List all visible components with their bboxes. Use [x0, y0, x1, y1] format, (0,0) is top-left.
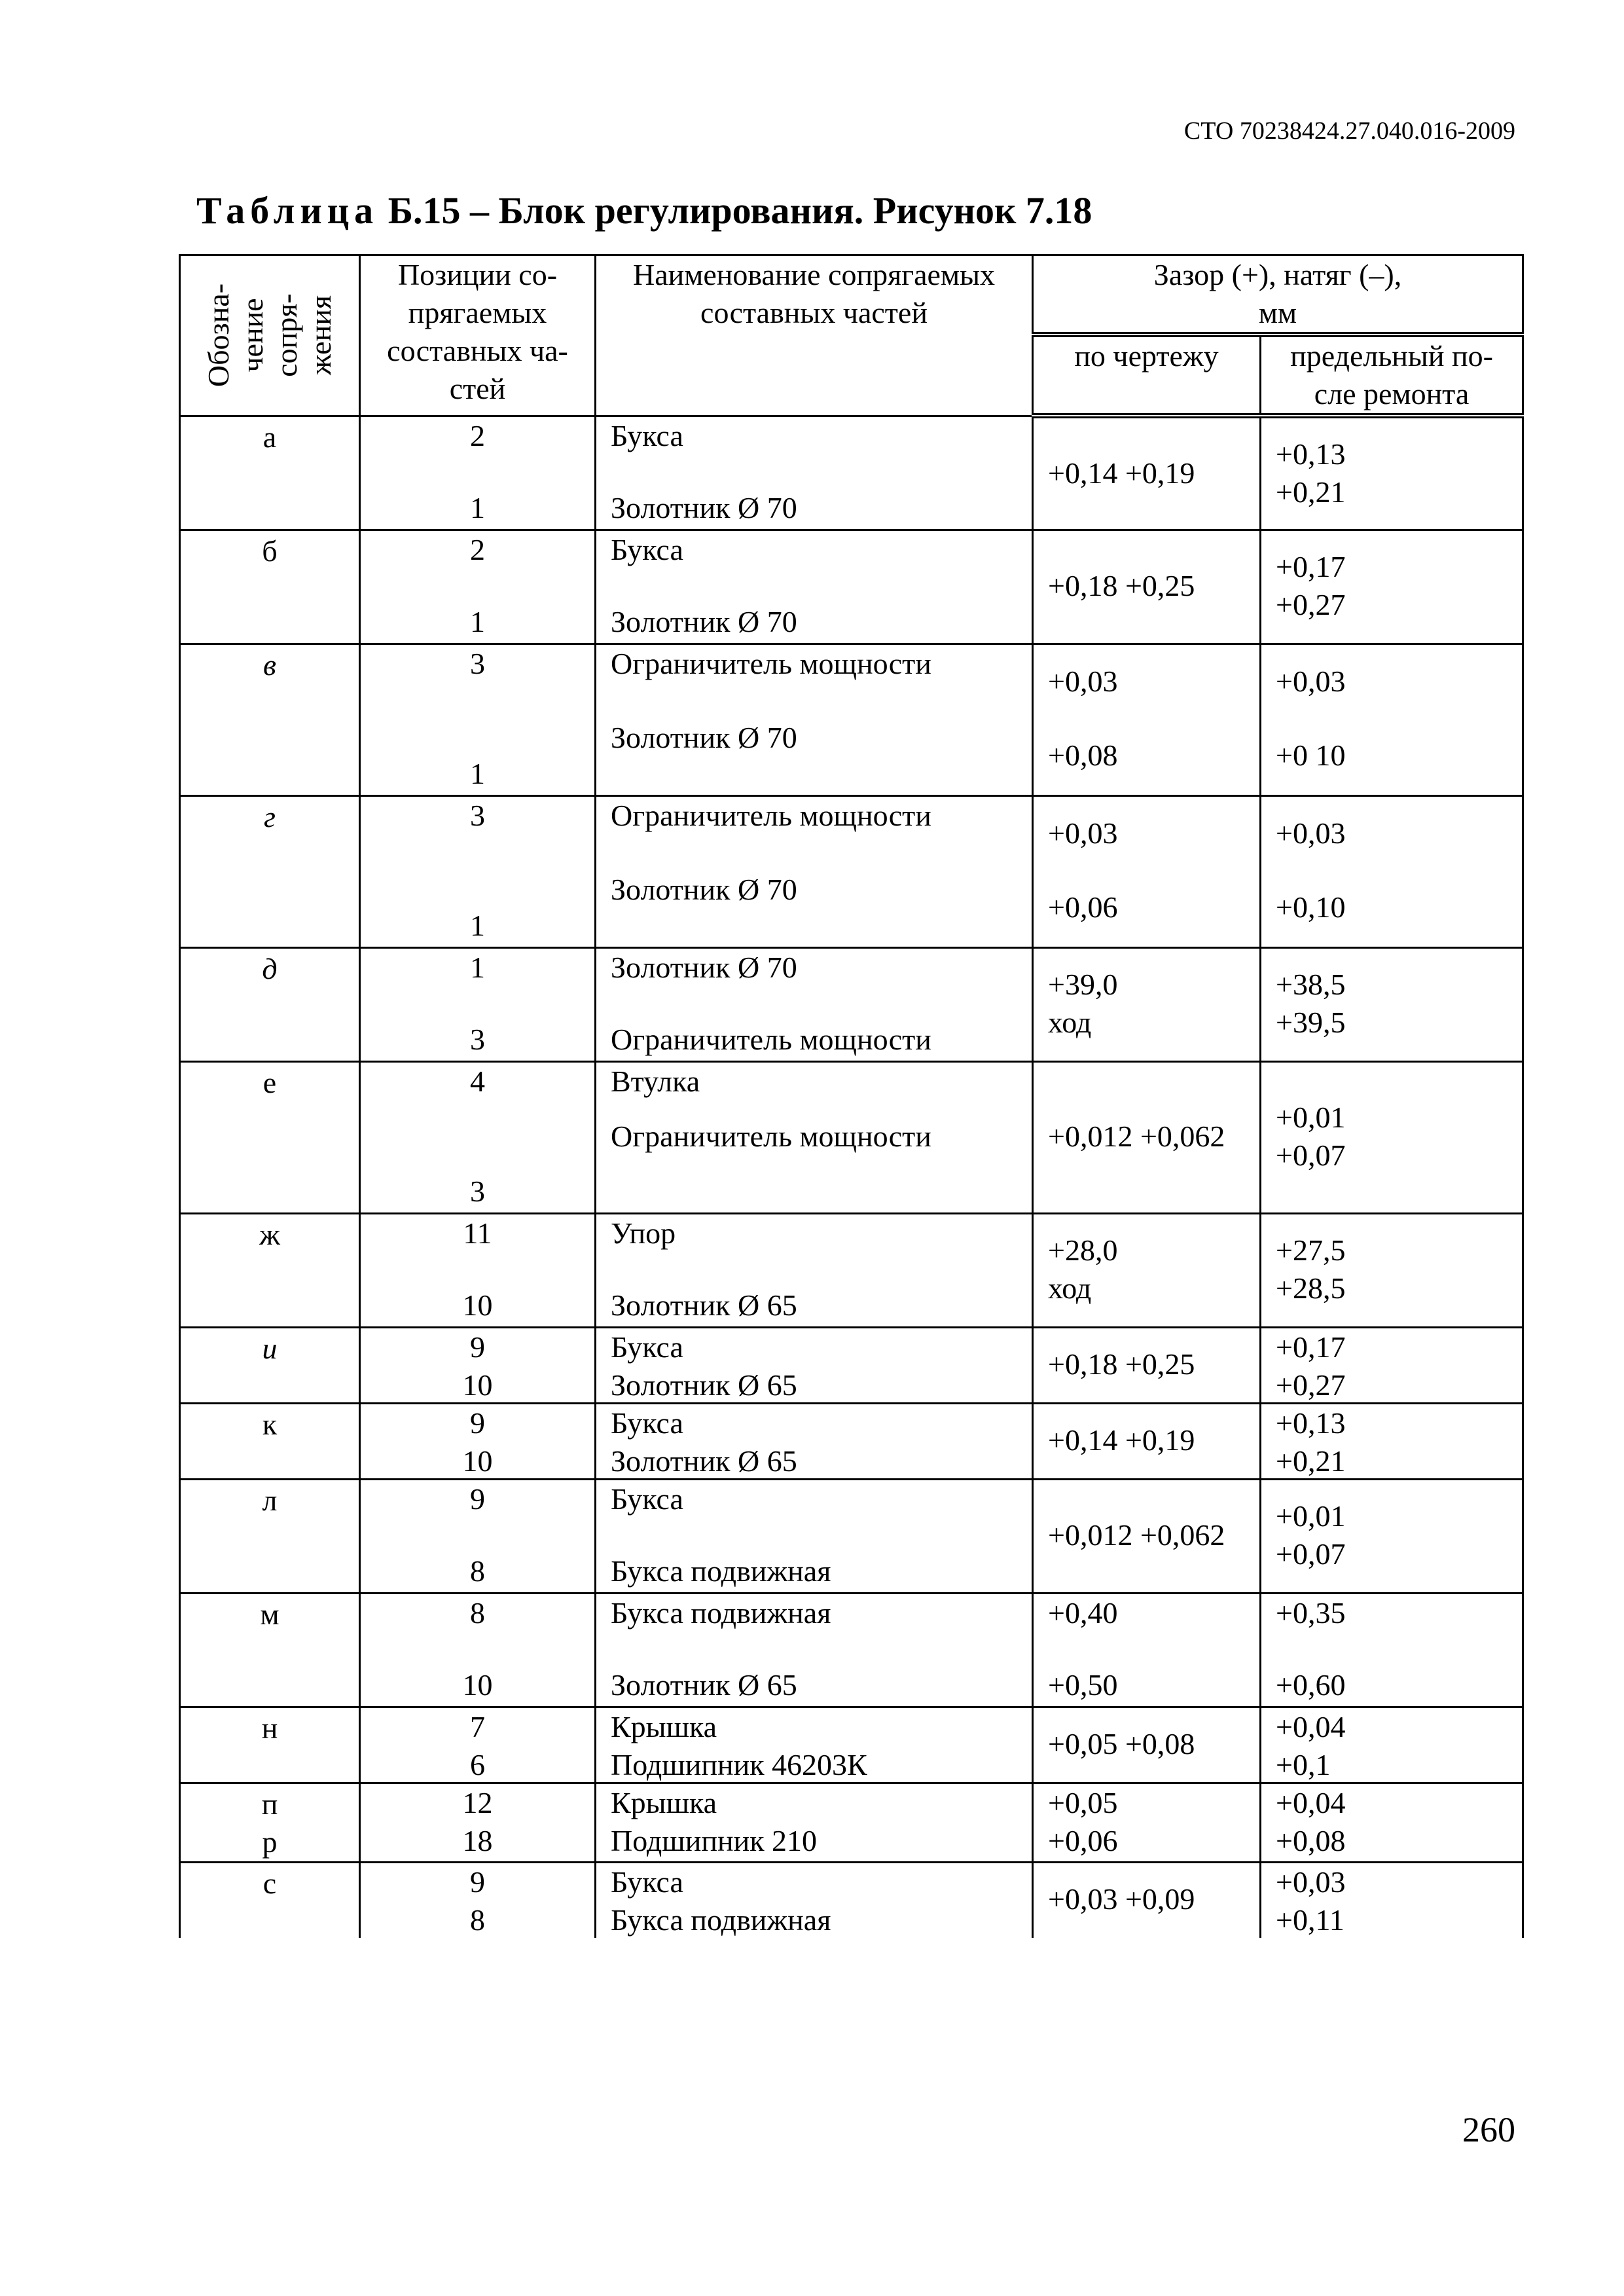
- cell-by-drawing: [1033, 1327, 1261, 1403]
- cell-by-drawing: [1033, 530, 1261, 644]
- table-row: [180, 795, 1523, 947]
- part-name-2: Ограничитель мощности: [611, 1022, 931, 1056]
- position-1: 2: [470, 418, 485, 452]
- cell-designation: [180, 644, 360, 795]
- position-2: 10: [462, 1368, 493, 1402]
- cell-names: [596, 1327, 1033, 1403]
- part-name-2: Золотник Ø 65: [611, 1444, 797, 1478]
- position-1: 9: [470, 1406, 485, 1440]
- designation-text: к: [262, 1407, 278, 1441]
- cell-positions: [360, 947, 596, 1061]
- drawing-value-2: +0,06: [1048, 890, 1118, 924]
- limit-value-2: +0,27: [1276, 1368, 1346, 1402]
- position-2: 3: [470, 1174, 485, 1208]
- position-2: 1: [470, 908, 485, 942]
- table-row: [180, 1707, 1523, 1783]
- table-row: [180, 1403, 1523, 1479]
- limit-value-1: +0,03: [1276, 816, 1346, 850]
- designation-text: в: [263, 647, 276, 682]
- table-row: [180, 1593, 1523, 1707]
- limit-value-1: +0,17: [1276, 1330, 1346, 1364]
- position-1: 1: [470, 950, 485, 984]
- part-name-2: Букса подвижная: [611, 1554, 831, 1588]
- table-row: [180, 530, 1523, 644]
- position-1: 3: [470, 646, 485, 680]
- cell-by-drawing: [1033, 1862, 1261, 1938]
- cell-positions: [360, 644, 596, 795]
- document-code: СТО 70238424.27.040.016-2009: [1183, 117, 1515, 145]
- table-row: [180, 1327, 1523, 1403]
- position-2: 18: [462, 1823, 493, 1857]
- limit-value-1: +0,04: [1276, 1709, 1346, 1743]
- position-1: 8: [470, 1595, 485, 1630]
- cell-by-drawing: [1033, 1213, 1261, 1327]
- cell-designation: [180, 1479, 360, 1593]
- cell-by-drawing: [1033, 1593, 1261, 1707]
- cell-limit: [1261, 1783, 1523, 1862]
- designation-text: е: [262, 1065, 277, 1099]
- drawing-value-2: +0,50: [1048, 1667, 1118, 1702]
- cell-by-drawing: [1033, 1403, 1261, 1479]
- limit-value-1: +0,17: [1276, 549, 1346, 583]
- part-name-2: Ограничитель мощности: [611, 1119, 931, 1153]
- header-by-drawing: по чертежу: [1033, 335, 1261, 416]
- part-name-1: Букса: [611, 418, 683, 452]
- cell-by-drawing: [1033, 1707, 1261, 1783]
- drawing-value-1: +0,03: [1048, 665, 1118, 698]
- part-name-1: Ограничитель мощности: [611, 798, 931, 832]
- cell-by-drawing: [1033, 947, 1261, 1061]
- table-row: [180, 1061, 1523, 1213]
- cell-positions: [360, 795, 596, 947]
- part-name-1: Букса: [611, 1482, 683, 1516]
- part-name-2: Подшипник 210: [611, 1823, 818, 1857]
- spec-table: [179, 254, 1524, 1938]
- position-1: 12: [462, 1785, 493, 1819]
- table-row: [180, 416, 1523, 530]
- table-body: [180, 416, 1523, 1938]
- part-name-1: Букса: [611, 532, 683, 566]
- cell-names: [596, 1862, 1033, 1938]
- drawing-value-2: +0,08: [1048, 738, 1118, 772]
- cell-designation: [180, 1707, 360, 1783]
- cell-by-drawing: [1033, 795, 1261, 947]
- cell-designation: [180, 795, 360, 947]
- limit-value-1: +0,01: [1276, 1499, 1346, 1533]
- caption-text: Б.15 – Блок регулирования. Рисунок 7.18: [388, 189, 1092, 232]
- drawing-value-1: +39,0: [1048, 967, 1118, 1001]
- position-2: 1: [470, 604, 485, 638]
- cell-limit: [1261, 1862, 1523, 1938]
- part-name-2: Золотник Ø 70: [611, 720, 797, 754]
- cell-designation: [180, 1862, 360, 1938]
- cell-names: [596, 1403, 1033, 1479]
- position-1: 9: [470, 1865, 485, 1899]
- cell-names: [596, 530, 1033, 644]
- designation-text: п р: [261, 1787, 278, 1859]
- position-2: 6: [470, 1747, 485, 1781]
- caption-prefix: Таблица: [196, 189, 379, 232]
- designation-text: д: [262, 951, 278, 985]
- cell-positions: [360, 1593, 596, 1707]
- designation-text: ж: [259, 1217, 280, 1251]
- table-row: [180, 644, 1523, 795]
- limit-value-2: +0,11: [1276, 1903, 1344, 1937]
- designation-text: и: [262, 1331, 278, 1365]
- limit-value-2: +0,60: [1276, 1667, 1346, 1702]
- designation-text: м: [260, 1597, 280, 1631]
- limit-value-1: +0,13: [1276, 1406, 1346, 1440]
- part-name-2: Букса подвижная: [611, 1903, 831, 1937]
- limit-value-1: +38,5: [1276, 967, 1346, 1001]
- part-name-2: Золотник Ø 65: [611, 1288, 797, 1322]
- drawing-value-1: +0,05: [1048, 1785, 1118, 1819]
- designation-text: б: [262, 534, 278, 568]
- cell-by-drawing: [1033, 644, 1261, 795]
- drawing-value: +0,012 +0,062: [1048, 1518, 1225, 1552]
- page-number: 260: [1462, 2110, 1515, 2149]
- cell-designation: [180, 530, 360, 644]
- position-1: 9: [470, 1482, 485, 1516]
- part-name-1: Крышка: [611, 1709, 717, 1743]
- part-name-2: Подшипник 46203К: [611, 1747, 867, 1781]
- limit-value-1: +0,03: [1276, 665, 1346, 698]
- cell-names: [596, 1593, 1033, 1707]
- cell-limit: [1261, 1061, 1523, 1213]
- cell-by-drawing: [1033, 1061, 1261, 1213]
- cell-positions: [360, 1403, 596, 1479]
- part-name-2: Золотник Ø 65: [611, 1368, 797, 1402]
- drawing-value: +0,14 +0,19: [1048, 1423, 1195, 1457]
- cell-by-drawing: [1033, 1479, 1261, 1593]
- cell-names: [596, 1479, 1033, 1593]
- position-1: 11: [463, 1216, 492, 1250]
- limit-value-2: +0,1: [1276, 1747, 1331, 1781]
- position-2: 10: [462, 1667, 493, 1702]
- cell-positions: [360, 1327, 596, 1403]
- header-positions: Позиции со- прягаемых составных ча- стей: [360, 255, 596, 416]
- header-designation: [180, 255, 360, 416]
- cell-designation: [180, 1783, 360, 1862]
- table-row: [180, 1862, 1523, 1938]
- drawing-value: +0,14 +0,19: [1048, 456, 1195, 490]
- table-caption: [196, 189, 1092, 232]
- cell-limit: [1261, 1213, 1523, 1327]
- cell-positions: [360, 1479, 596, 1593]
- position-1: 3: [470, 798, 485, 832]
- cell-limit: [1261, 530, 1523, 644]
- position-2: 8: [470, 1903, 485, 1937]
- designation-text: а: [262, 420, 277, 454]
- cell-positions: [360, 1707, 596, 1783]
- cell-by-drawing: [1033, 416, 1261, 530]
- position-1: 9: [470, 1330, 485, 1364]
- part-name-2: Золотник Ø 70: [611, 490, 797, 524]
- table-row: [180, 947, 1523, 1061]
- cell-names: [596, 795, 1033, 947]
- limit-value-2: +39,5: [1276, 1005, 1346, 1039]
- part-name-1: Букса: [611, 1865, 683, 1899]
- drawing-value: +0,18 +0,25: [1048, 1347, 1195, 1381]
- limit-value-2: +0,08: [1276, 1823, 1346, 1857]
- cell-designation: [180, 1593, 360, 1707]
- part-name-2: Золотник Ø 70: [611, 604, 797, 638]
- cell-positions: [360, 1862, 596, 1938]
- cell-designation: [180, 416, 360, 530]
- position-1: 4: [470, 1064, 485, 1098]
- limit-value-1: +0,35: [1276, 1595, 1346, 1630]
- designation-text: л: [262, 1483, 278, 1517]
- table-row: [180, 1213, 1523, 1327]
- cell-positions: [360, 1783, 596, 1862]
- cell-limit: [1261, 416, 1523, 530]
- position-2: 8: [470, 1554, 485, 1588]
- drawing-value-1: +28,0: [1048, 1233, 1118, 1267]
- cell-limit: [1261, 1593, 1523, 1707]
- header-names: Наименование сопрягаемых составных частей: [596, 255, 1033, 416]
- drawing-value-2: ход: [1048, 1271, 1092, 1305]
- part-name-1: Ограничитель мощности: [611, 646, 931, 680]
- part-name-1: Втулка: [611, 1064, 700, 1098]
- part-name-1: Букса: [611, 1330, 683, 1364]
- cell-limit: [1261, 1479, 1523, 1593]
- cell-designation: [180, 1061, 360, 1213]
- limit-value-2: +28,5: [1276, 1271, 1346, 1305]
- limit-value-1: +0,01: [1276, 1100, 1346, 1134]
- position-2: 10: [462, 1444, 493, 1478]
- part-name-1: Букса подвижная: [611, 1595, 831, 1630]
- cell-limit: [1261, 947, 1523, 1061]
- limit-value-1: +0,03: [1276, 1865, 1346, 1899]
- cell-positions: [360, 1061, 596, 1213]
- limit-value-2: +0,07: [1276, 1138, 1346, 1172]
- cell-names: [596, 947, 1033, 1061]
- part-name-1: Букса: [611, 1406, 683, 1440]
- part-name-2: Золотник Ø 65: [611, 1667, 797, 1702]
- designation-text: г: [264, 799, 276, 833]
- cell-positions: [360, 416, 596, 530]
- position-2: 1: [470, 756, 485, 790]
- header-designation-text: Обозна- чение сопря- жения: [202, 283, 337, 388]
- limit-value-2: +0,07: [1276, 1537, 1346, 1571]
- limit-value-1: +27,5: [1276, 1233, 1346, 1267]
- cell-limit: [1261, 795, 1523, 947]
- position-1: 7: [470, 1709, 485, 1743]
- position-2: 10: [462, 1288, 493, 1322]
- cell-names: [596, 1783, 1033, 1862]
- cell-positions: [360, 530, 596, 644]
- table-row: [180, 1783, 1523, 1862]
- cell-limit: [1261, 1707, 1523, 1783]
- cell-designation: [180, 1403, 360, 1479]
- position-2: 3: [470, 1022, 485, 1056]
- table-row: [180, 1479, 1523, 1593]
- designation-text: н: [261, 1711, 278, 1745]
- cell-designation: [180, 1213, 360, 1327]
- part-name-2: Золотник Ø 70: [611, 872, 797, 906]
- drawing-value: +0,012 +0,062: [1048, 1119, 1225, 1153]
- header-limit-after-repair: предельный по- сле ремонта: [1261, 335, 1523, 416]
- limit-value-2: +0,10: [1276, 890, 1346, 924]
- cell-limit: [1261, 1403, 1523, 1479]
- drawing-value-2: ход: [1048, 1005, 1092, 1039]
- cell-names: [596, 1061, 1033, 1213]
- cell-positions: [360, 1213, 596, 1327]
- drawing-value: +0,05 +0,08: [1048, 1726, 1195, 1760]
- limit-value-2: +0,27: [1276, 587, 1346, 621]
- drawing-value-2: +0,06: [1048, 1823, 1118, 1857]
- drawing-value-1: +0,40: [1048, 1595, 1118, 1630]
- position-2: 1: [470, 490, 485, 524]
- header-clearance: Зазор (+), натяг (–), мм: [1033, 255, 1523, 335]
- part-name-1: Крышка: [611, 1785, 717, 1819]
- position-1: 2: [470, 532, 485, 566]
- limit-value-1: +0,04: [1276, 1785, 1346, 1819]
- cell-designation: [180, 947, 360, 1061]
- designation-text: с: [262, 1866, 277, 1900]
- part-name-1: Упор: [611, 1216, 676, 1250]
- limit-value-2: +0,21: [1276, 475, 1346, 509]
- drawing-value-1: +0,03: [1048, 816, 1118, 850]
- part-name-1: Золотник Ø 70: [611, 950, 797, 984]
- cell-names: [596, 1213, 1033, 1327]
- cell-limit: [1261, 1327, 1523, 1403]
- cell-designation: [180, 1327, 360, 1403]
- drawing-value: +0,03 +0,09: [1048, 1882, 1195, 1916]
- cell-names: [596, 1707, 1033, 1783]
- cell-names: [596, 416, 1033, 530]
- limit-value-1: +0,13: [1276, 437, 1346, 471]
- limit-value-2: +0 10: [1276, 738, 1346, 772]
- cell-names: [596, 644, 1033, 795]
- cell-by-drawing: [1033, 1783, 1261, 1862]
- cell-limit: [1261, 644, 1523, 795]
- drawing-value: +0,18 +0,25: [1048, 568, 1195, 602]
- limit-value-2: +0,21: [1276, 1444, 1346, 1478]
